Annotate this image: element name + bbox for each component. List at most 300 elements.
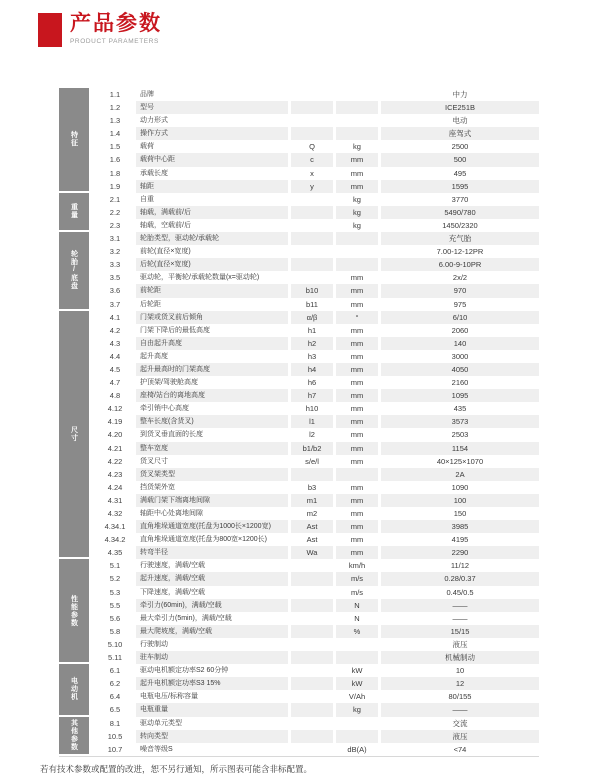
table-row [97,717,539,730]
param-name: 载荷 [140,143,154,151]
param-name: 前轮距 [136,284,288,297]
param-symbol: s/e/l [305,456,319,466]
param-symbol [291,193,333,206]
param-name: 下降速度，满载/空载 [140,588,205,596]
section-rows [97,664,539,716]
param-value: 液压 [452,639,468,649]
param-unit: mm [350,168,364,178]
table-row [97,389,539,402]
table-row [97,612,539,625]
param-value: 4050 [381,363,539,376]
row-number: 3.2 [109,247,121,257]
param-name: 轴距 [136,180,288,193]
param-symbol [291,572,333,585]
param-value: 2290 [381,546,539,559]
section-label-text: 特征 [70,131,78,148]
param-symbol [291,717,333,730]
section-rows [97,232,539,311]
param-unit: mm [336,153,378,166]
param-value: 座驾式 [381,127,539,140]
table-row [97,324,539,337]
param-value: 2500 [451,142,469,152]
param-name: 直角堆垛通道宽度(托盘为1000长×1200宽) [136,520,288,533]
param-name: 自重 [140,195,154,203]
param-symbol: l1 [291,415,333,428]
table-row [97,651,539,664]
param-symbol [291,730,333,743]
row-number: 1.4 [109,129,121,139]
param-name: 整车宽度 [136,442,288,455]
param-symbol: h1 [307,325,317,335]
row-number: 4.31 [107,495,123,505]
param-symbol [291,599,333,612]
row-number: 1.3 [109,116,121,126]
table-row [97,690,539,703]
param-name: 后轮距 [140,300,161,308]
param-unit [336,114,378,127]
section-label-text: 轮胎/底盘 [70,250,78,291]
param-unit: % [336,625,378,638]
table-row [97,180,539,193]
table-row [97,127,539,140]
param-symbol: h3 [307,351,317,361]
row-number: 3.5 [109,273,121,283]
param-symbol: m1 [291,494,333,507]
param-unit: mm [350,351,364,361]
row-number: 1.1 [109,90,121,99]
row-number: 8.1 [109,718,121,728]
param-unit [336,245,378,258]
param-value: 6/10 [381,311,539,324]
section-2 [59,193,539,232]
param-symbol [291,743,333,756]
table-row [97,664,539,677]
table-row [97,468,539,481]
param-symbol: c [291,153,333,166]
param-value: 435 [453,404,467,414]
param-name: 最大牵引力(5min)，满载/空载 [140,614,232,622]
param-symbol: b1/b2 [291,442,333,455]
table-row [97,363,539,376]
param-symbol [291,127,333,140]
param-value: 机械制动 [381,651,539,664]
param-value: 10 [455,666,465,676]
row-number: 4.4 [109,351,121,361]
row-number: 4.5 [109,364,121,374]
param-symbol: Q [309,142,315,152]
param-symbol [291,651,333,664]
section-rows [97,311,539,560]
param-name: 护顶架/驾驶舱高度 [140,379,198,387]
section-label [59,311,89,558]
section-label [59,193,89,230]
param-name: 行驶制动 [140,640,168,648]
row-number: 4.34.2 [104,535,126,545]
param-name: 牵引销中心高度 [140,405,189,413]
param-value: —— [381,599,539,612]
param-name: 前轮(直径×宽度) [140,248,191,256]
param-unit: mm [336,520,378,533]
param-value: 80/155 [448,692,472,702]
row-number: 4.34.1 [104,522,126,532]
row-number: 3.1 [109,234,121,244]
param-name: 操作方式 [136,127,288,140]
table-row [97,559,539,572]
param-value: 40×125×1070 [436,456,484,466]
param-unit [336,730,378,743]
table-row [97,638,539,651]
param-name: 起升速度，满载/空载 [136,572,288,585]
section-rows [97,88,539,193]
param-symbol: Wa [291,546,333,559]
param-name: 电瓶重量 [136,703,288,716]
param-value: 3000 [451,351,469,361]
table-row [97,455,539,468]
param-unit [336,232,378,245]
section-label [59,717,89,754]
param-name: 门架下降后的最低高度 [140,326,210,334]
param-unit [336,101,378,114]
param-symbol [291,638,333,651]
table-row [97,258,539,271]
param-value: 140 [381,337,539,350]
param-name: 直角堆垛通道宽度(托盘为800宽×1200长) [140,536,268,544]
section-label [59,559,89,662]
param-unit: N [354,613,360,623]
param-unit: N [336,599,378,612]
param-name: 挡货架外宽 [140,483,175,491]
row-number: 4.2 [109,325,121,335]
param-symbol [291,101,333,114]
param-unit: mm [350,273,364,283]
param-name: 起升高度 [140,352,168,360]
param-value: 1450/2320 [442,220,478,230]
param-value: —— [381,703,539,716]
param-name: 转弯半径 [136,546,288,559]
param-unit [336,638,378,651]
section-label-text: 电动机 [70,677,78,702]
param-symbol [291,468,333,481]
param-symbol [291,245,333,258]
section-label-text: 重量 [70,203,78,220]
param-value: 970 [381,284,539,297]
param-value: 11/12 [450,561,470,571]
param-value: 交流 [452,718,468,728]
table-row [97,730,539,743]
table-row [97,586,539,599]
param-value: 2160 [451,378,469,388]
param-name: 起升电机额定功率S3 15% [136,677,288,690]
param-unit: V/Ah [348,692,366,702]
param-unit: mm [336,546,378,559]
footer-note: 若有技术参数或配置的改进，恕不另行通知，所示图表可能含非标配置。 [40,764,313,774]
param-symbol [291,232,333,245]
table-row [97,101,539,114]
param-symbol: h2 [291,337,333,350]
section-label [59,664,89,714]
section-label-text: 性能参数 [70,594,78,627]
param-symbol [291,625,333,638]
param-name: 载荷中心距 [136,153,288,166]
param-value: 7.00-12-12PR [436,247,484,257]
param-name: 牵引力(60min)，满载/空载 [136,599,288,612]
param-unit: mm [336,337,378,350]
table-row [97,546,539,559]
param-symbol [291,586,333,599]
section-rows [97,559,539,664]
param-symbol: h6 [307,378,317,388]
param-symbol: x [310,168,314,178]
param-value: 0.28/0.37 [381,572,539,585]
table-row [97,494,539,507]
param-value: 4195 [451,535,469,545]
section-7 [59,717,539,756]
param-value: 6.00-9-10PR [381,258,539,271]
param-name: 门架或货叉前后倾角 [136,311,288,324]
table-row [97,520,539,533]
row-number: 1.6 [109,155,121,165]
row-number: 4.32 [107,509,123,518]
param-name: 座椅/站台的离地高度 [136,389,288,402]
param-symbol: h7 [291,389,333,402]
row-number: 5.11 [107,653,123,663]
param-unit [336,88,378,101]
table-row [97,350,539,363]
param-value: 液压 [381,730,539,743]
table-row [97,140,539,153]
row-number: 4.20 [107,430,123,440]
param-value: 495 [453,168,467,178]
row-number: 5.6 [109,613,121,623]
param-value: ICE251B [381,101,539,114]
row-number: 5.8 [109,626,121,636]
row-number: 4.21 [107,443,123,453]
param-unit: mm [350,482,364,492]
param-symbol [291,559,333,572]
table-row [97,311,539,324]
row-number: 1.9 [109,181,121,191]
param-unit: dB(A) [347,744,367,754]
param-value: 100 [381,494,539,507]
param-unit: kW [336,677,378,690]
param-value: 中力 [452,90,468,99]
param-name: 货叉架类型 [136,468,288,481]
param-name: 整车长度(含货叉) [136,415,288,428]
param-value: 0.45/0.5 [446,587,474,597]
row-number: 2.3 [109,220,121,230]
table-row [97,167,539,180]
param-value: 1095 [381,389,539,402]
row-number: 4.1 [109,312,121,322]
row-number: 6.4 [109,692,121,702]
row-number: 4.12 [107,404,123,414]
param-name: 承载长度 [140,169,168,177]
param-name: 轴载，满载前/后 [136,206,288,219]
param-value: 5490/780 [381,206,539,219]
parameters-table [59,88,539,757]
page-header [38,11,162,47]
table-row [97,625,539,638]
row-number: 3.7 [109,299,121,309]
param-name: 最大爬坡度，满载/空载 [136,625,288,638]
param-unit: mm [350,404,364,414]
row-number: 4.7 [109,378,121,388]
table-row [97,507,539,520]
param-unit: mm [336,284,378,297]
param-unit [336,651,378,664]
param-name: 型号 [136,101,288,114]
table-row [97,402,539,415]
param-symbol: Ast [291,520,333,533]
param-name: 动力形式 [140,117,168,125]
param-symbol [291,88,333,101]
param-name: 到货叉垂直面的长度 [140,431,203,439]
row-number: 4.19 [107,417,123,427]
param-symbol: h10 [305,404,319,414]
section-label [59,232,89,309]
table-row [97,337,539,350]
param-unit: m/s [350,587,364,597]
table-row [97,703,539,716]
param-name: 满载门架下端离地间隙 [136,494,288,507]
row-number: 4.35 [107,548,123,558]
section-5 [59,559,539,664]
param-symbol [291,664,333,677]
row-number: 4.22 [107,456,123,466]
table-row [97,572,539,585]
table-row [97,153,539,166]
param-unit: mm [336,363,378,376]
section-4 [59,311,539,560]
param-symbol: y [291,180,333,193]
param-name: 后轮(直径×宽度) [136,258,288,271]
table-row [97,88,539,101]
param-unit: kg [336,206,378,219]
param-unit [336,717,378,730]
param-value: 15/15 [381,625,539,638]
table-row [97,428,539,441]
param-unit: kW [351,666,363,676]
header-text [70,11,162,45]
param-unit: mm [350,325,364,335]
row-number: 6.5 [109,705,121,715]
table-row [97,298,539,311]
row-number: 5.5 [109,600,121,610]
param-unit: kg [353,142,361,152]
section-label-text: 尺寸 [70,425,78,442]
param-unit: mm [350,456,364,466]
param-value: 充气胎 [381,232,539,245]
table-row [97,376,539,389]
row-number: 1.8 [109,168,121,178]
param-name: 轴距中心处离地间隙 [140,510,203,517]
param-name: 货叉尺寸 [140,457,168,465]
param-symbol: Ast [306,535,318,545]
row-number: 5.1 [109,561,121,571]
param-value: 500 [381,153,539,166]
param-unit: mm [336,442,378,455]
row-number: 1.5 [109,142,121,152]
param-unit [336,468,378,481]
table-row [97,284,539,297]
param-value: <74 [453,744,467,754]
param-unit: mm [336,180,378,193]
param-value: 1595 [381,180,539,193]
table-row [97,114,539,127]
row-number: 10.5 [107,731,123,741]
param-name: 转向类型 [136,730,288,743]
param-symbol: α/β [291,311,333,324]
param-unit: mm [350,299,364,309]
param-symbol: h4 [291,363,333,376]
row-number: 4.24 [107,482,123,492]
param-value: 150 [453,509,467,518]
table-row [97,219,539,232]
param-value: 12 [381,677,539,690]
table-row [97,245,539,258]
param-value: 3573 [381,415,539,428]
param-name: 电瓶电压/标称容量 [140,693,198,701]
param-unit: mm [350,430,364,440]
param-unit [336,127,378,140]
param-unit: mm [350,509,364,518]
param-value: 电动 [452,116,468,126]
param-unit: mm [350,378,364,388]
table-row [97,533,539,546]
row-number: 4.8 [109,391,121,401]
param-value: 2503 [451,430,469,440]
param-value: 975 [453,299,467,309]
page-title: 产品参数 [70,12,162,35]
row-number: 4.23 [107,469,123,479]
param-value: —— [452,613,468,623]
param-symbol [291,690,333,703]
param-symbol [291,612,333,625]
section-rows [97,193,539,232]
table-row [97,677,539,690]
param-symbol: l2 [309,430,315,440]
param-name: 驱动轮，平衡轮/承载轮数量(x=驱动轮) [140,274,260,282]
param-symbol [291,114,333,127]
param-symbol: m2 [306,509,318,518]
param-value: 3985 [381,520,539,533]
param-unit: ° [336,311,378,324]
page-subtitle: PRODUCT PARAMETERS [70,38,159,45]
table-row [97,193,539,206]
table-row [97,743,539,756]
param-symbol [291,206,333,219]
param-name: 驻车制动 [136,651,288,664]
param-symbol: b10 [291,284,333,297]
row-number: 10.7 [107,744,123,754]
section-6 [59,664,539,716]
red-accent-block [38,13,62,47]
row-number: 4.3 [109,338,121,348]
param-symbol [291,271,333,284]
param-unit: mm [336,389,378,402]
table-row [97,232,539,245]
param-value: 3770 [451,194,469,204]
param-unit: mm [350,535,364,545]
param-unit: kg [353,220,361,230]
param-name: 轴载，空载前/后 [140,221,191,229]
row-number: 1.2 [109,103,121,113]
param-symbol: b11 [306,299,318,309]
section-rows [97,717,539,756]
row-number: 3.3 [109,260,121,270]
param-unit: km/h [348,561,366,571]
section-label-text: 其他参数 [70,719,78,752]
